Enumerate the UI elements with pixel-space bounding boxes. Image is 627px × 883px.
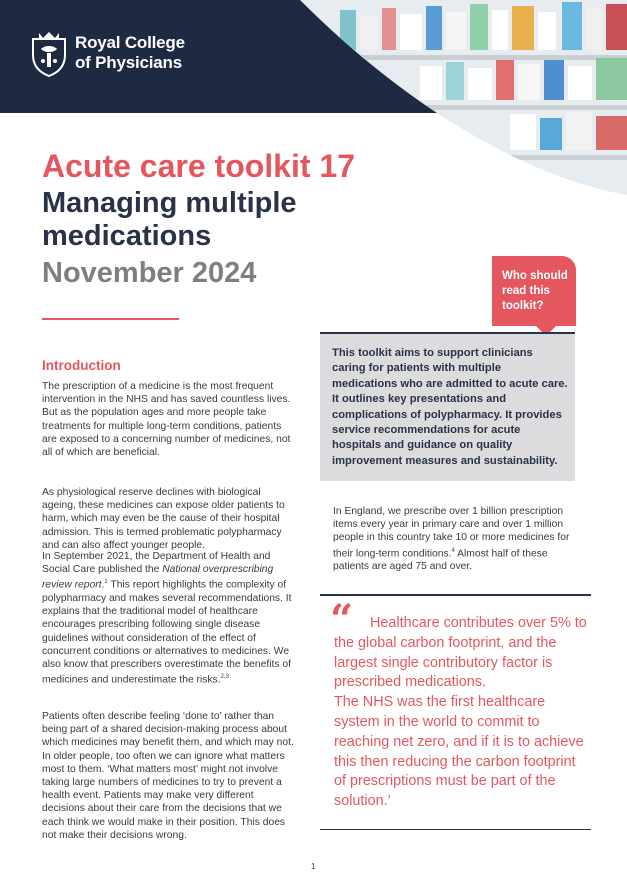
- footnote-ref-4: 4: [451, 547, 455, 554]
- england-text-after: Almost half of these patients are aged 75 and over.: [333, 548, 548, 573]
- callout-label: Who should read this toolkit?: [502, 270, 568, 312]
- series-title: Acute care toolkit 17: [42, 148, 355, 184]
- rcp-logo: [29, 29, 185, 77]
- quote-part-1: Healthcare contributes over 5% to the global carbon footprint, and the largest single contributory factor is prescribed medications.: [334, 615, 587, 691]
- open-quote-mark: “: [330, 596, 354, 643]
- intro-p3-text-start: In September 2021, the Department of Health and Social Care published the: [42, 551, 271, 576]
- footnote-ref-1: 1: [104, 579, 108, 586]
- intro-paragraph-4: Patients often describe feeling ‘done to’ rather than being part of a shared decision-making process about which medicines may benefit them, and which may not. In older people, too often we can ignore what matters most to them. ‘What matters most’ might not involve taking large numbers of medicines to try to prevent a health event. Patients may make very different decisions about their care from the decisions that we each think we would make in their position. This does not make their decisions wrong.: [42, 711, 294, 841]
- who-should-read-callout: [492, 256, 576, 326]
- intro-paragraph-2: As physiological reserve declines with biological ageing, these medicines can expose older patients to harm, which may even be the cause of their hospital admission. This is termed problematic polypharmacy and can also affect younger people.: [42, 487, 285, 551]
- rcp-wordmark: [75, 33, 185, 73]
- rcp-crest-icon: [29, 29, 69, 77]
- pull-quote-text: [334, 614, 590, 812]
- footnote-ref-2-3: 2,3: [220, 674, 229, 681]
- toolkit-aims-box: [320, 332, 575, 481]
- intro-p3-text-end: This report highlights the complexity of polypharmacy and makes several recommendations. It explains that the traditional model of healthcare encourages prescribing following single disease guidelines without consideration of the effect of concurrent conditions or alternatives to medicines. We also know that prescribers overestimate the benefits of medicines and underestimate the risks.: [42, 579, 292, 686]
- england-prescribing-paragraph: [333, 505, 581, 573]
- title-divider: [42, 318, 179, 320]
- page-number: 1: [311, 862, 316, 871]
- wordmark-line-2: of Physicians: [75, 53, 182, 72]
- national-overprescribing-report-title: National overprescribing review report: [42, 564, 274, 591]
- intro-paragraph-3: In September 2021, the Department of Health and Social Care published the National overprescribing review report.$^1$ This report highlights the complexity of polypharmacy and makes several recommendations. It explains that the traditional model of healthcare encourages prescribing following single disease guidelines without consideration of the effect of concurrent conditions or alternatives to medicines. We also know that prescribers overestimate the benefits of medicines and underestimate the risks.$^{2,3}$: [42, 551, 292, 686]
- england-text: In England, we prescribe over 1 billion prescription items every year in primary care and over 1 million people in this country take 10 or more medicines for their long-term conditions.: [333, 506, 570, 560]
- carbon-footprint-pull-quote: [320, 594, 591, 830]
- introduction-heading: Introduction: [42, 358, 121, 373]
- quote-part-2: The NHS was the first healthcare system in the world to commit to reaching net zero, and if it is to achieve this then reducing the carbon footprint of prescriptions must be part of the solution.’: [334, 694, 584, 810]
- subject-title: Managing multiple medications: [42, 187, 297, 252]
- toolkit-aims-text: This toolkit aims to support clinicians caring for patients with multiple medications who are admitted to acute care. It outlines key presentations and complications of polypharmacy. It provides service recommendations for acute hospitals and guidance on quality improvement measures and sustainability.: [332, 347, 568, 467]
- intro-paragraph-1: The prescription of a medicine is the most frequent intervention in the NHS and has saved countless lives. But as the population ages and more people take treatments for multiple long-term conditions, patients are exposed to a concerning number of medicines, not all of which are beneficial.: [42, 381, 291, 459]
- wordmark-line-1: Royal College: [75, 33, 185, 52]
- publication-date: November 2024: [42, 257, 257, 289]
